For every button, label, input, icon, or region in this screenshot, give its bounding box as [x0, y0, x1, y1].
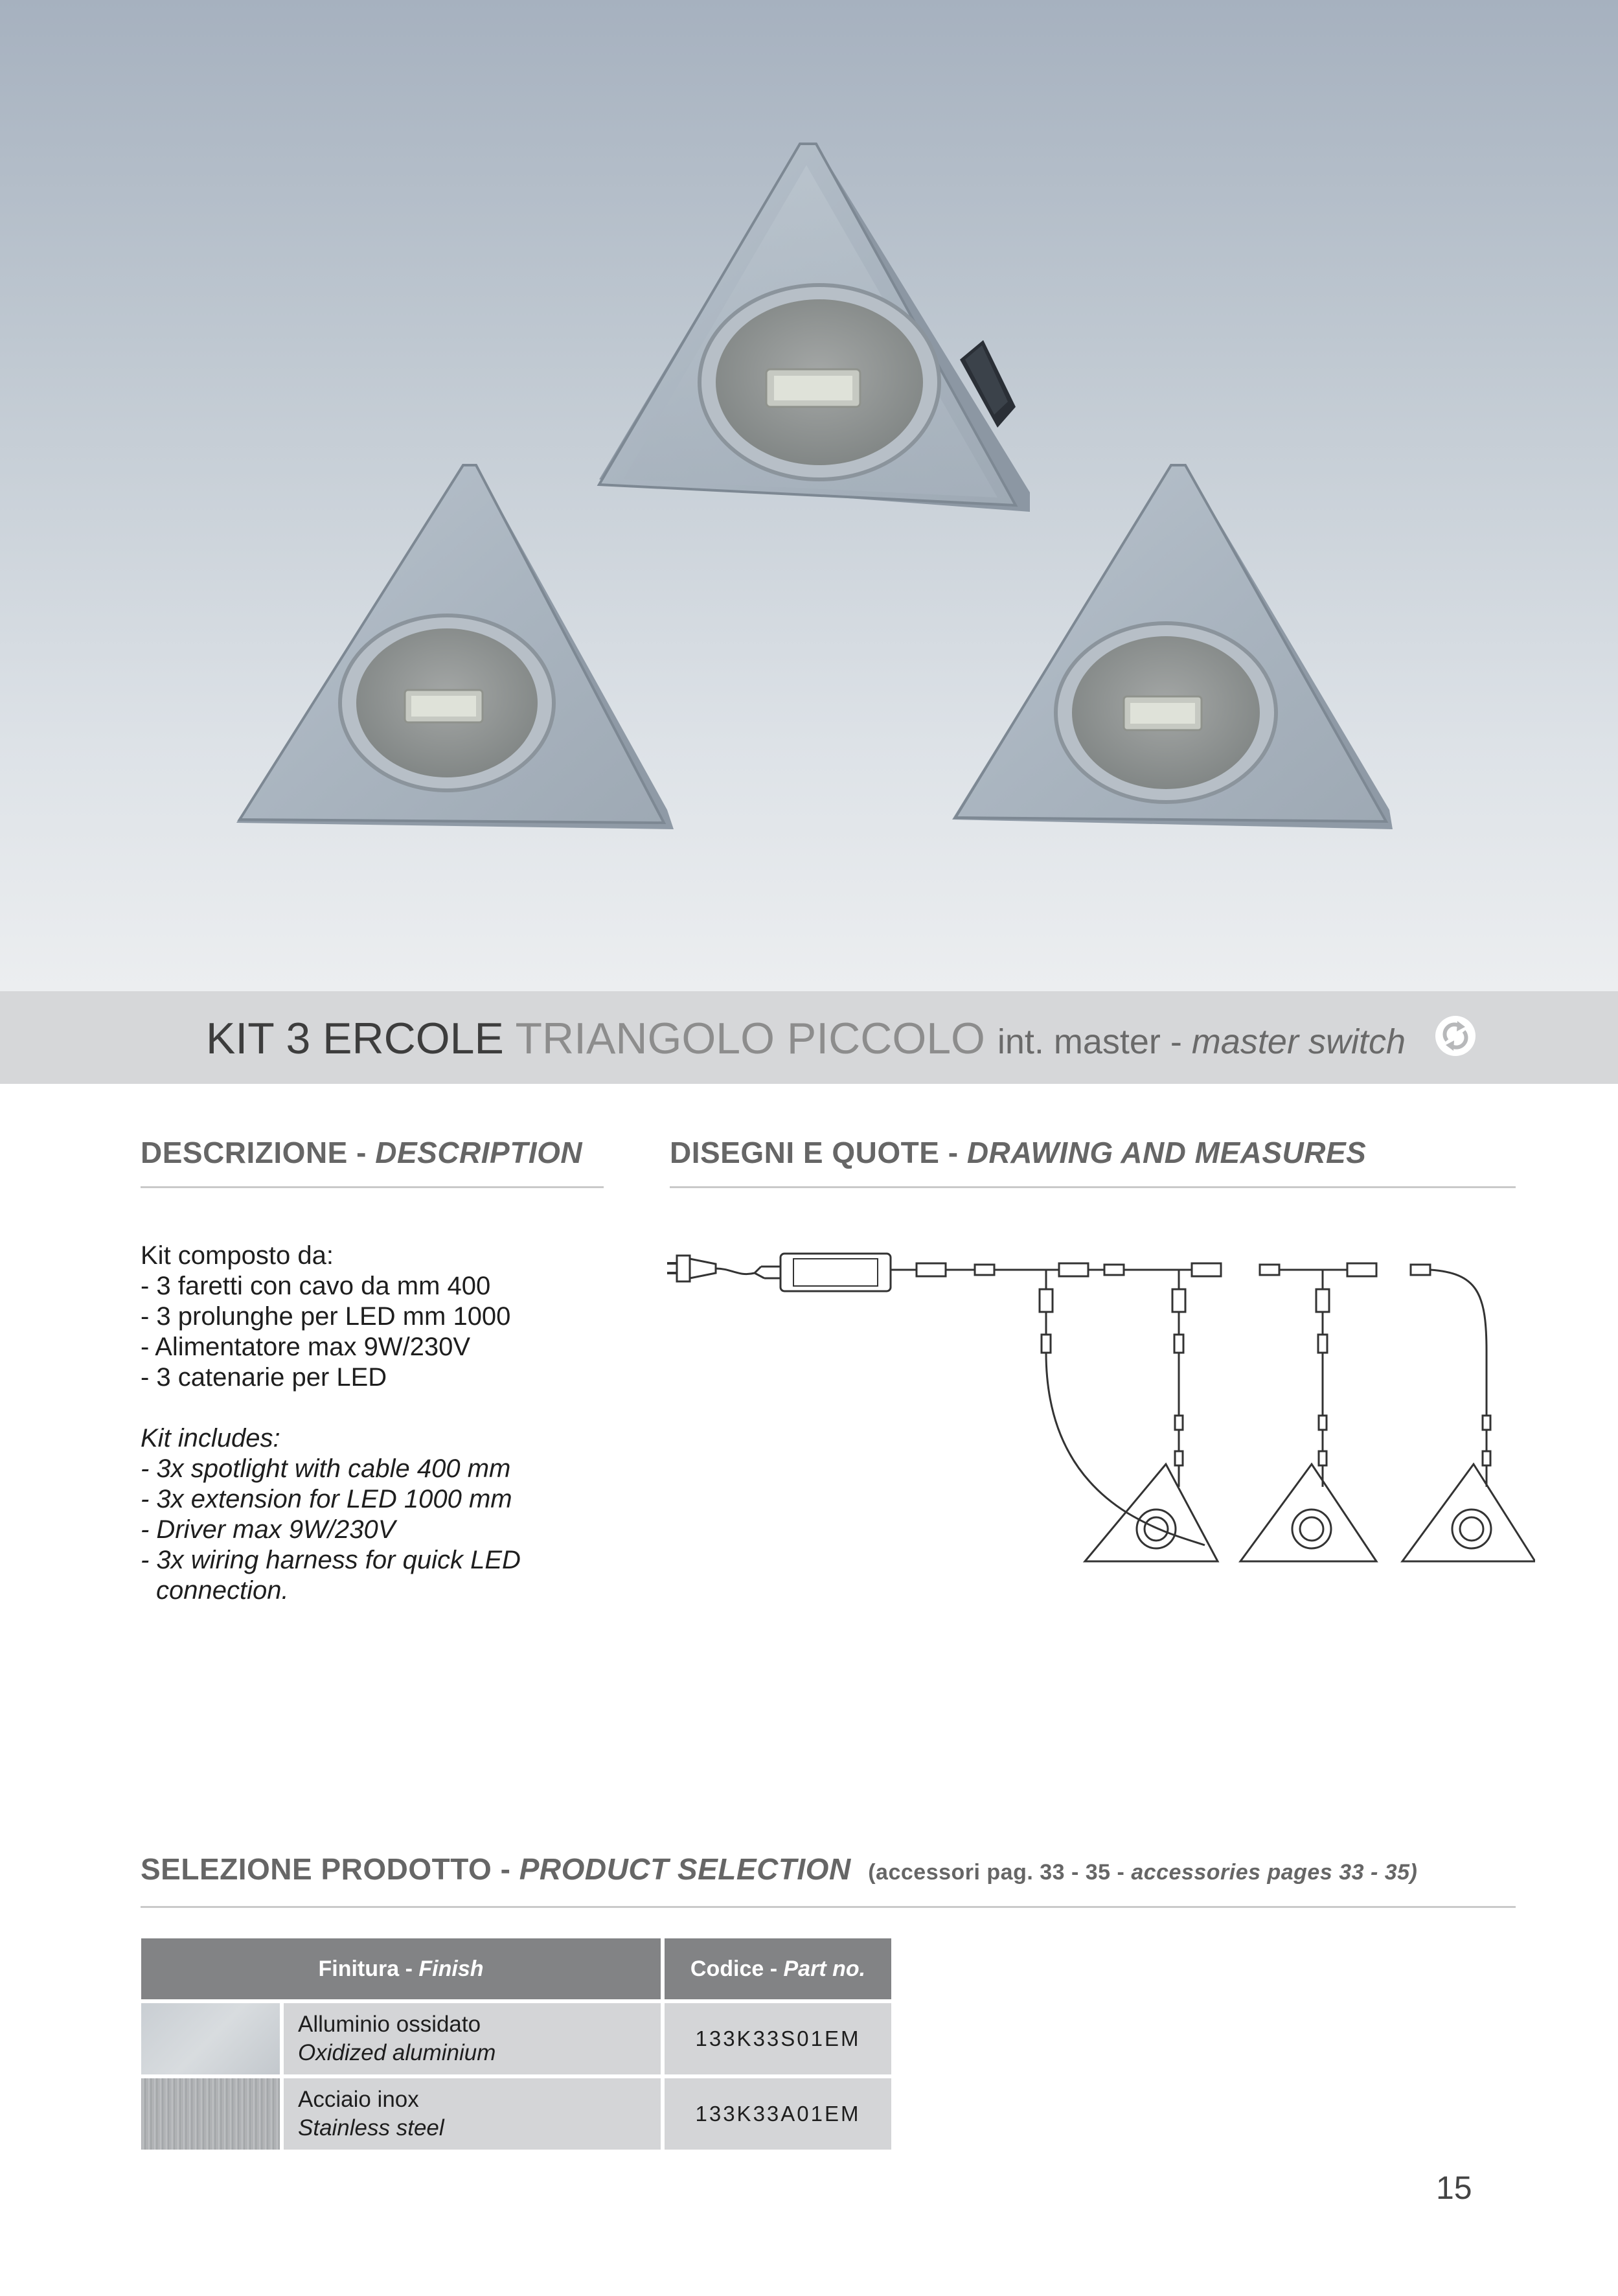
product-title	[206, 1009, 1406, 1071]
desc-it-line: - 3 faretti con cavo da mm 400	[141, 1272, 491, 1300]
selection-sub-it: (accessori pag. 33 - 35 -	[868, 1860, 1132, 1885]
col-code-header	[665, 1938, 891, 1999]
description-heading-it: DESCRIZIONE -	[141, 1136, 376, 1169]
desc-it-line: - 3 catenarie per LED	[141, 1363, 387, 1392]
finish-swatch-aluminium	[141, 2003, 280, 2074]
finish-en: Oxidized aluminium	[298, 2040, 496, 2065]
desc-en-line: Kit includes:	[141, 1424, 280, 1452]
col-code-en: Part no.	[783, 1956, 866, 1981]
drawing-heading-en: DRAWING AND MEASURES	[966, 1136, 1367, 1169]
description-text	[141, 1241, 521, 1606]
desc-en-line: connection.	[156, 1576, 289, 1605]
lamp-right	[952, 465, 1393, 829]
desc-it-line: - 3 prolunghe per LED mm 1000	[141, 1302, 511, 1331]
lamp-top	[599, 144, 1030, 512]
col-finish-en: Finish	[418, 1956, 484, 1981]
selection-sub-en: accessories pages 33 - 35)	[1131, 1860, 1418, 1885]
selection-heading-en: PRODUCT SELECTION	[519, 1852, 851, 1886]
finish-en: Stainless steel	[298, 2115, 444, 2141]
drawing-heading	[670, 1135, 1366, 1170]
finish-swatch-steel	[141, 2078, 280, 2150]
finish-cell	[284, 2078, 661, 2150]
desc-en-line: - 3x extension for LED 1000 mm	[141, 1485, 512, 1513]
product-photo-illustration	[0, 0, 1618, 991]
selection-heading-it: SELEZIONE PRODOTTO -	[141, 1852, 519, 1886]
title-model: TRIANGOLO PICCOLO	[515, 1014, 985, 1063]
page-number: 15	[1436, 2170, 1472, 2206]
product-photo	[0, 0, 1618, 991]
drawing-heading-it: DISEGNI E QUOTE -	[670, 1136, 967, 1169]
desc-en-line: - Driver max 9W/230V	[141, 1515, 396, 1544]
col-finish-header	[141, 1938, 661, 1999]
selection-heading	[141, 1852, 1417, 1887]
desc-it-line: - Alimentatore max 9W/230V	[141, 1333, 471, 1361]
table-header-row	[141, 1938, 891, 1999]
product-table	[137, 1934, 895, 2153]
title-switch-en: master switch	[1191, 1022, 1406, 1061]
title-kit: KIT 3 ERCOLE	[206, 1014, 504, 1063]
table-row	[141, 2003, 891, 2074]
wiring-diagram	[661, 1234, 1535, 1584]
selection-divider	[141, 1906, 1516, 1908]
desc-it-line: Kit composto da:	[141, 1241, 334, 1270]
description-divider	[141, 1186, 604, 1188]
desc-en-line: - 3x wiring harness for quick LED	[141, 1546, 521, 1574]
master-switch-icon	[1434, 1015, 1477, 1057]
part-number: 133K33S01EM	[665, 2003, 891, 2074]
col-code-it: Codice -	[690, 1956, 784, 1981]
finish-it: Alluminio ossidato	[298, 2012, 481, 2037]
part-number: 133K33A01EM	[665, 2078, 891, 2150]
title-switch-it: int. master -	[997, 1022, 1192, 1061]
table-row	[141, 2078, 891, 2150]
finish-cell	[284, 2003, 661, 2074]
description-heading-en: DESCRIPTION	[375, 1136, 583, 1169]
lamp-left	[236, 465, 674, 829]
drawing-divider	[670, 1186, 1516, 1188]
desc-en-line: - 3x spotlight with cable 400 mm	[141, 1454, 511, 1483]
description-heading	[141, 1135, 582, 1170]
col-finish-it: Finitura -	[318, 1956, 419, 1981]
finish-it: Acciaio inox	[298, 2087, 419, 2112]
